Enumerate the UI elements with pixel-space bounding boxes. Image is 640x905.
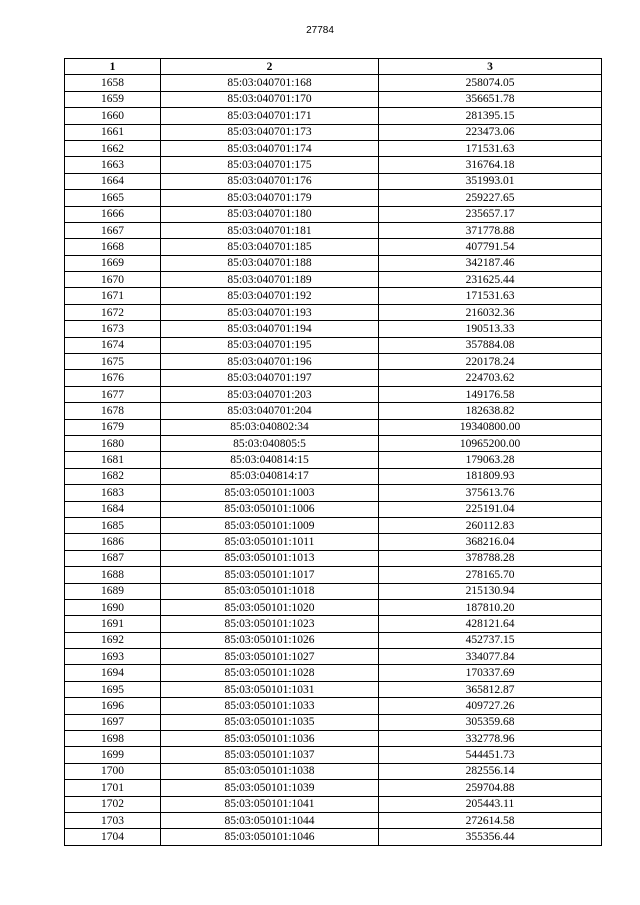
cadastral-number-cell: 85:03:050101:1036 (161, 731, 379, 747)
row-number-cell: 1689 (65, 583, 161, 599)
row-number-cell: 1674 (65, 337, 161, 353)
table-row (65, 435, 602, 451)
value-cell: 260112.83 (379, 517, 602, 533)
value-cell: 544451.73 (379, 747, 602, 763)
value-cell: 259227.65 (379, 190, 602, 206)
cadastral-number-cell: 85:03:040701:175 (161, 157, 379, 173)
cadastral-number-cell: 85:03:040701:192 (161, 288, 379, 304)
table-row (65, 829, 602, 845)
row-number-cell: 1685 (65, 517, 161, 533)
row-number-cell: 1670 (65, 272, 161, 288)
value-cell: 375613.76 (379, 485, 602, 501)
cadastral-number-cell: 85:03:040814:17 (161, 468, 379, 484)
value-cell: 149176.58 (379, 386, 602, 402)
cadastral-number-cell: 85:03:050101:1031 (161, 681, 379, 697)
value-cell: 272614.58 (379, 812, 602, 828)
page-number: 27784 (306, 25, 334, 36)
cadastral-number-cell: 85:03:050101:1046 (161, 829, 379, 845)
value-cell: 223473.06 (379, 124, 602, 140)
cadastral-number-cell: 85:03:040701:174 (161, 140, 379, 156)
value-cell: 428121.64 (379, 616, 602, 632)
row-number-cell: 1697 (65, 714, 161, 730)
value-cell: 378788.28 (379, 550, 602, 566)
row-number-cell: 1684 (65, 501, 161, 517)
table-row (65, 698, 602, 714)
value-cell: 187810.20 (379, 599, 602, 615)
value-cell: 407791.54 (379, 239, 602, 255)
row-number-cell: 1660 (65, 108, 161, 124)
row-number-cell: 1680 (65, 435, 161, 451)
cadastral-number-cell: 85:03:040701:180 (161, 206, 379, 222)
value-cell: 19340800.00 (379, 419, 602, 435)
value-cell: 452737.15 (379, 632, 602, 648)
cadastral-number-cell: 85:03:050101:1013 (161, 550, 379, 566)
table-row (65, 501, 602, 517)
table-row (65, 550, 602, 566)
table-row (65, 370, 602, 386)
row-number-cell: 1691 (65, 616, 161, 632)
table-row (65, 108, 602, 124)
table-body (65, 75, 602, 845)
row-number-cell: 1692 (65, 632, 161, 648)
value-cell: 334077.84 (379, 649, 602, 665)
row-number-cell: 1662 (65, 140, 161, 156)
cadastral-number-cell: 85:03:040802:34 (161, 419, 379, 435)
value-cell: 371778.88 (379, 222, 602, 238)
row-number-cell: 1666 (65, 206, 161, 222)
value-cell: 258074.05 (379, 75, 602, 91)
value-cell: 259704.88 (379, 780, 602, 796)
cadastral-number-cell: 85:03:050101:1039 (161, 780, 379, 796)
row-number-cell: 1696 (65, 698, 161, 714)
table-row (65, 665, 602, 681)
cadastral-number-cell: 85:03:040701:194 (161, 321, 379, 337)
column-header-2: 2 (161, 59, 379, 75)
cadastral-number-cell: 85:03:040701:195 (161, 337, 379, 353)
cadastral-number-cell: 85:03:040701:188 (161, 255, 379, 271)
value-cell: 368216.04 (379, 534, 602, 550)
value-cell: 215130.94 (379, 583, 602, 599)
value-cell: 305359.68 (379, 714, 602, 730)
table-row (65, 616, 602, 632)
table-row (65, 468, 602, 484)
table-row (65, 534, 602, 550)
cadastral-number-cell: 85:03:040701:204 (161, 403, 379, 419)
cadastral-number-cell: 85:03:040701:185 (161, 239, 379, 255)
value-cell: 10965200.00 (379, 435, 602, 451)
cadastral-number-cell: 85:03:040814:15 (161, 452, 379, 468)
table-row (65, 599, 602, 615)
table-row (65, 812, 602, 828)
value-cell: 235657.17 (379, 206, 602, 222)
row-number-cell: 1673 (65, 321, 161, 337)
value-cell: 356651.78 (379, 91, 602, 107)
table-row (65, 714, 602, 730)
row-number-cell: 1681 (65, 452, 161, 468)
table-row (65, 681, 602, 697)
row-number-cell: 1698 (65, 731, 161, 747)
table-row (65, 731, 602, 747)
value-cell: 190513.33 (379, 321, 602, 337)
table-row (65, 583, 602, 599)
cadastral-number-cell: 85:03:050101:1017 (161, 567, 379, 583)
table-row (65, 386, 602, 402)
cadastral-number-cell: 85:03:050101:1035 (161, 714, 379, 730)
row-number-cell: 1682 (65, 468, 161, 484)
row-number-cell: 1699 (65, 747, 161, 763)
value-cell: 224703.62 (379, 370, 602, 386)
table-row (65, 239, 602, 255)
row-number-cell: 1678 (65, 403, 161, 419)
value-cell: 171531.63 (379, 140, 602, 156)
value-cell: 205443.11 (379, 796, 602, 812)
value-cell: 357884.08 (379, 337, 602, 353)
row-number-cell: 1683 (65, 485, 161, 501)
value-cell: 409727.26 (379, 698, 602, 714)
cadastral-number-cell: 85:03:050101:1003 (161, 485, 379, 501)
table-header-row (65, 59, 602, 75)
row-number-cell: 1663 (65, 157, 161, 173)
cadastral-number-cell: 85:03:050101:1006 (161, 501, 379, 517)
value-cell: 231625.44 (379, 272, 602, 288)
table-row (65, 780, 602, 796)
cadastral-number-cell: 85:03:050101:1044 (161, 812, 379, 828)
table-row (65, 452, 602, 468)
row-number-cell: 1665 (65, 190, 161, 206)
column-header-1: 1 (65, 59, 161, 75)
table-row (65, 190, 602, 206)
cadastral-number-cell: 85:03:050101:1020 (161, 599, 379, 615)
table-row (65, 354, 602, 370)
table-row (65, 403, 602, 419)
table-row (65, 255, 602, 271)
value-cell: 182638.82 (379, 403, 602, 419)
cadastral-number-cell: 85:03:050101:1023 (161, 616, 379, 632)
value-cell: 342187.46 (379, 255, 602, 271)
column-header-3: 3 (379, 59, 602, 75)
row-number-cell: 1676 (65, 370, 161, 386)
table-row (65, 321, 602, 337)
row-number-cell: 1694 (65, 665, 161, 681)
value-cell: 332778.96 (379, 731, 602, 747)
row-number-cell: 1704 (65, 829, 161, 845)
table-row (65, 173, 602, 189)
row-number-cell: 1687 (65, 550, 161, 566)
table-row (65, 419, 602, 435)
table-row (65, 272, 602, 288)
cadastral-number-cell: 85:03:040701:176 (161, 173, 379, 189)
row-number-cell: 1667 (65, 222, 161, 238)
cadastral-number-cell: 85:03:050101:1026 (161, 632, 379, 648)
table-row (65, 337, 602, 353)
value-cell: 225191.04 (379, 501, 602, 517)
cadastral-number-cell: 85:03:040701:196 (161, 354, 379, 370)
value-cell: 278165.70 (379, 567, 602, 583)
row-number-cell: 1677 (65, 386, 161, 402)
table-row (65, 304, 602, 320)
table-row (65, 517, 602, 533)
value-cell: 351993.01 (379, 173, 602, 189)
cadastral-number-cell: 85:03:040701:171 (161, 108, 379, 124)
cadastral-number-cell: 85:03:050101:1033 (161, 698, 379, 714)
registry-table (64, 58, 602, 846)
cadastral-number-cell: 85:03:040701:173 (161, 124, 379, 140)
row-number-cell: 1703 (65, 812, 161, 828)
row-number-cell: 1701 (65, 780, 161, 796)
cadastral-number-cell: 85:03:040701:189 (161, 272, 379, 288)
table-row (65, 222, 602, 238)
value-cell: 282556.14 (379, 763, 602, 779)
table-row (65, 796, 602, 812)
table-row (65, 75, 602, 91)
cadastral-number-cell: 85:03:050101:1009 (161, 517, 379, 533)
row-number-cell: 1664 (65, 173, 161, 189)
value-cell: 355356.44 (379, 829, 602, 845)
value-cell: 316764.18 (379, 157, 602, 173)
cadastral-number-cell: 85:03:040701:197 (161, 370, 379, 386)
table-row (65, 567, 602, 583)
table-row (65, 763, 602, 779)
cadastral-number-cell: 85:03:040701:193 (161, 304, 379, 320)
table-row (65, 206, 602, 222)
value-cell: 281395.15 (379, 108, 602, 124)
cadastral-number-cell: 85:03:040701:179 (161, 190, 379, 206)
row-number-cell: 1661 (65, 124, 161, 140)
row-number-cell: 1669 (65, 255, 161, 271)
row-number-cell: 1693 (65, 649, 161, 665)
value-cell: 216032.36 (379, 304, 602, 320)
row-number-cell: 1672 (65, 304, 161, 320)
value-cell: 181809.93 (379, 468, 602, 484)
cadastral-number-cell: 85:03:050101:1018 (161, 583, 379, 599)
row-number-cell: 1700 (65, 763, 161, 779)
cadastral-number-cell: 85:03:050101:1037 (161, 747, 379, 763)
table-row (65, 747, 602, 763)
row-number-cell: 1688 (65, 567, 161, 583)
row-number-cell: 1695 (65, 681, 161, 697)
table-row (65, 91, 602, 107)
table-row (65, 157, 602, 173)
table-row (65, 124, 602, 140)
row-number-cell: 1702 (65, 796, 161, 812)
row-number-cell: 1671 (65, 288, 161, 304)
value-cell: 365812.87 (379, 681, 602, 697)
value-cell: 179063.28 (379, 452, 602, 468)
table-row (65, 485, 602, 501)
cadastral-number-cell: 85:03:040701:168 (161, 75, 379, 91)
row-number-cell: 1675 (65, 354, 161, 370)
value-cell: 220178.24 (379, 354, 602, 370)
cadastral-number-cell: 85:03:050101:1027 (161, 649, 379, 665)
cadastral-number-cell: 85:03:050101:1038 (161, 763, 379, 779)
cadastral-number-cell: 85:03:050101:1028 (161, 665, 379, 681)
cadastral-number-cell: 85:03:040701:203 (161, 386, 379, 402)
cadastral-number-cell: 85:03:050101:1041 (161, 796, 379, 812)
row-number-cell: 1658 (65, 75, 161, 91)
cadastral-number-cell: 85:03:040701:181 (161, 222, 379, 238)
value-cell: 170337.69 (379, 665, 602, 681)
table-row (65, 649, 602, 665)
cadastral-number-cell: 85:03:040701:170 (161, 91, 379, 107)
row-number-cell: 1659 (65, 91, 161, 107)
table-row (65, 288, 602, 304)
cadastral-number-cell: 85:03:040805:5 (161, 435, 379, 451)
row-number-cell: 1668 (65, 239, 161, 255)
table-row (65, 632, 602, 648)
row-number-cell: 1690 (65, 599, 161, 615)
cadastral-number-cell: 85:03:050101:1011 (161, 534, 379, 550)
value-cell: 171531.63 (379, 288, 602, 304)
row-number-cell: 1679 (65, 419, 161, 435)
table-row (65, 140, 602, 156)
row-number-cell: 1686 (65, 534, 161, 550)
